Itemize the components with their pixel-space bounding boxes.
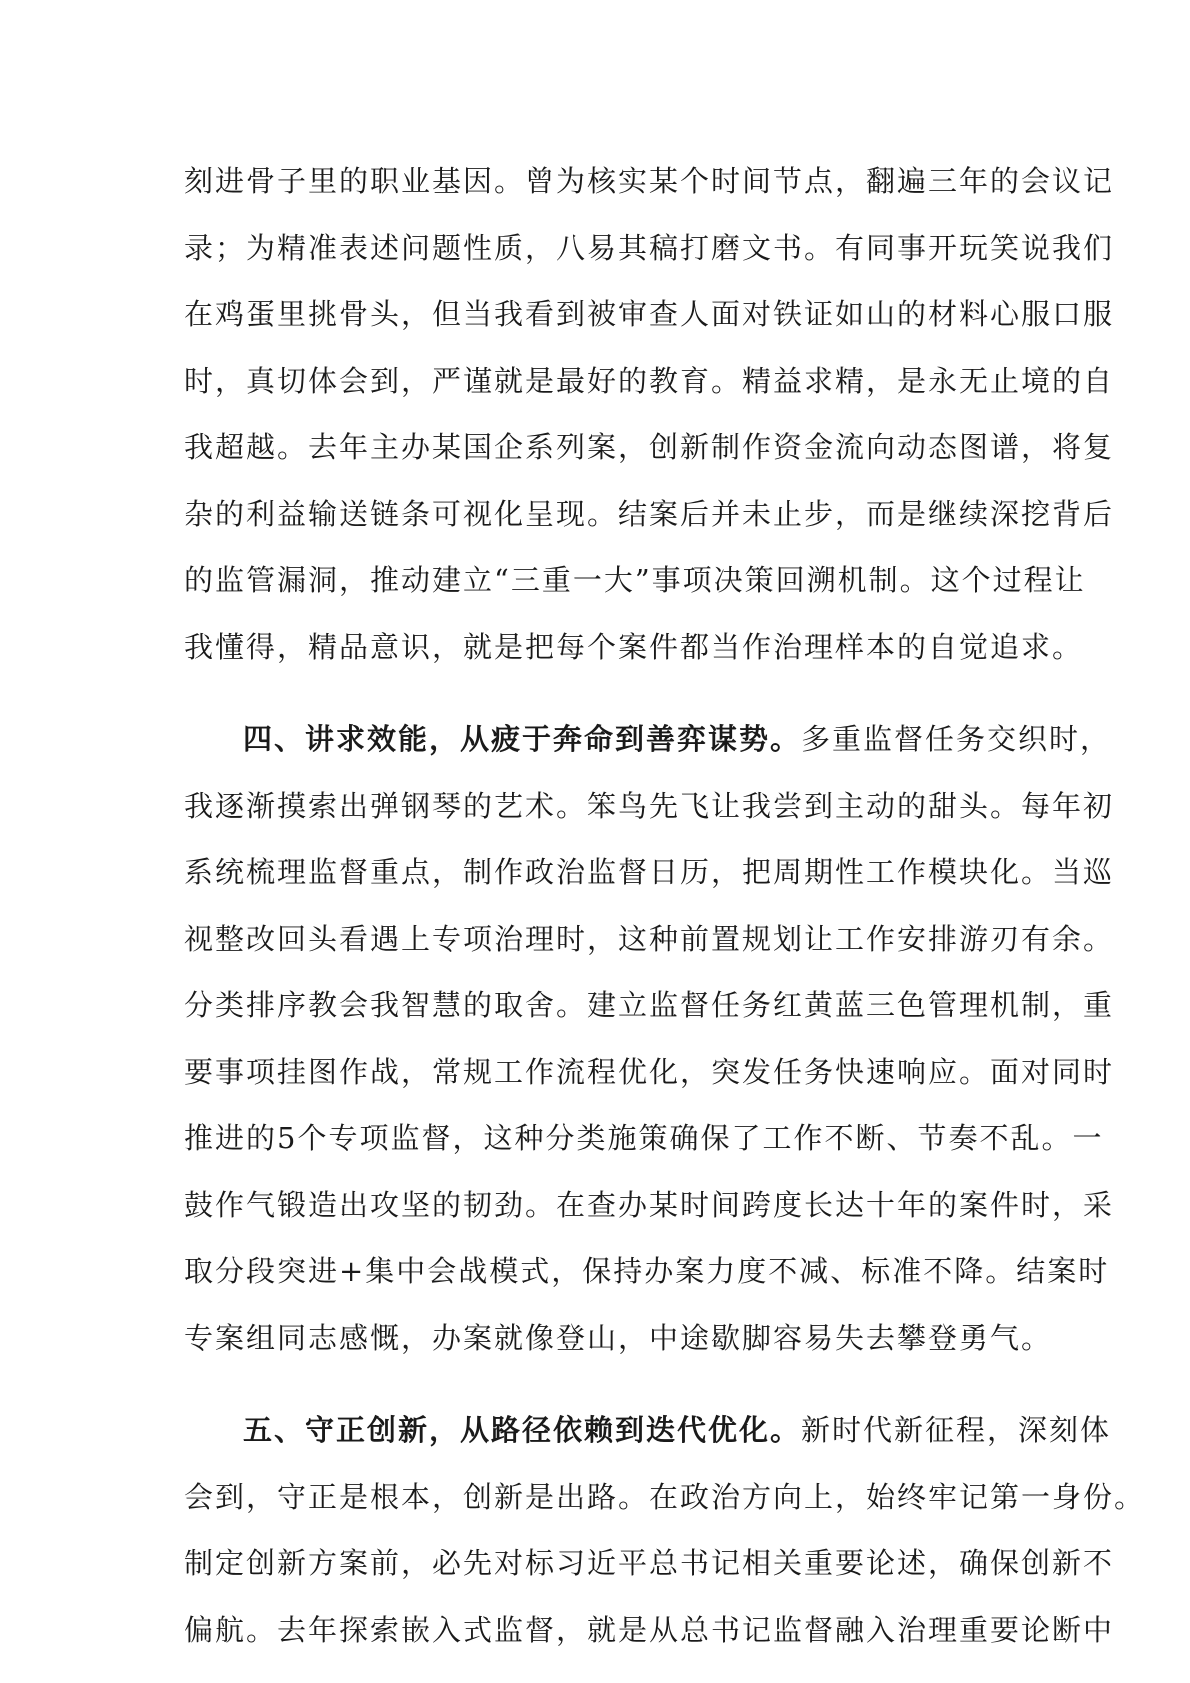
section-four-paragraph bbox=[184, 706, 1115, 1371]
text-line: 时，真切体会到，严谨就是最好的教育。精益求精，是永无止境的自 bbox=[184, 363, 1115, 398]
text-line-first bbox=[184, 1397, 1112, 1464]
text-line: 会到，守正是根本，创新是出路。在政治方向上，始终牢记第一身份。 bbox=[184, 1479, 1146, 1514]
section-four-heading: 四、讲求效能，从疲于奔命到善弈谋势。 bbox=[243, 722, 802, 756]
paragraph-continuation bbox=[184, 148, 1115, 680]
text-line: 偏航。去年探索嵌入式监督，就是从总书记监督融入治理重要论断中 bbox=[184, 1612, 1115, 1647]
text-line: 在鸡蛋里挑骨头，但当我看到被审查人面对铁证如山的材料心服口服 bbox=[184, 297, 1115, 331]
text-line: 我逐渐摸索出弹钢琴的艺术。笨鸟先飞让我尝到主动的甜头。每年初 bbox=[184, 788, 1115, 823]
paragraph-gap bbox=[184, 1371, 1014, 1397]
text-line: 的监管漏洞，推动建立“三重一大”事项决策回溯机制。这个过程让 bbox=[184, 563, 1086, 597]
text-line-first bbox=[184, 706, 1112, 773]
text-line: 鼓作气锻造出攻坚的韧劲。在查办某时间跨度长达十年的案件时，采 bbox=[184, 1187, 1115, 1222]
text-line: 我懂得，精品意识，就是把每个案件都当作治理样本的自觉追求。 bbox=[184, 629, 1084, 664]
text-line: 制定创新方案前，必先对标习近平总书记相关重要论述，确保创新不 bbox=[184, 1546, 1115, 1580]
text-line: 取分段突进+集中会战模式，保持办案力度不减、标准不降。结案时 bbox=[184, 1254, 1110, 1288]
text-line: 录；为精准表述问题性质，八易其稿打磨文书。有同事开玩笑说我们 bbox=[184, 230, 1115, 265]
text-line: 推进的5个专项监督，这种分类施策确保了工作不断、节奏不乱。一 bbox=[184, 1121, 1104, 1155]
text-line: 杂的利益输送链条可视化呈现。结案后并未止步，而是继续深挖背后 bbox=[184, 496, 1115, 531]
text-line: 我超越。去年主办某国企系列案，创新制作资金流向动态图谱，将复 bbox=[184, 430, 1115, 464]
document-page bbox=[184, 148, 1146, 1663]
text-line: 分类排序教会我智慧的取舍。建立监督任务红黄蓝三色管理机制，重 bbox=[184, 988, 1115, 1022]
text-line: 专案组同志感慨，办案就像登山，中途歇脚容易失去攀登勇气。 bbox=[184, 1320, 1053, 1355]
text-line: 视整改回头看遇上专项治理时，这种前置规划让工作安排游刃有余。 bbox=[184, 921, 1115, 956]
section-five-heading: 五、守正创新，从路径依赖到迭代优化。 bbox=[243, 1413, 802, 1447]
paragraph-gap bbox=[184, 680, 1014, 706]
text-line: 系统梳理监督重点，制作政治监督日历，把周期性工作模块化。当巡 bbox=[184, 855, 1115, 889]
text-run: 新时代新征程，深刻体 bbox=[801, 1413, 1112, 1447]
text-line: 要事项挂图作战，常规工作流程优化，突发任务快速响应。面对同时 bbox=[184, 1054, 1115, 1089]
section-five-paragraph bbox=[184, 1397, 1146, 1663]
text-run: 多重监督任务交织时， bbox=[801, 722, 1112, 756]
text-line: 刻进骨子里的职业基因。曾为核实某个时间节点，翻遍三年的会议记 bbox=[184, 164, 1115, 198]
